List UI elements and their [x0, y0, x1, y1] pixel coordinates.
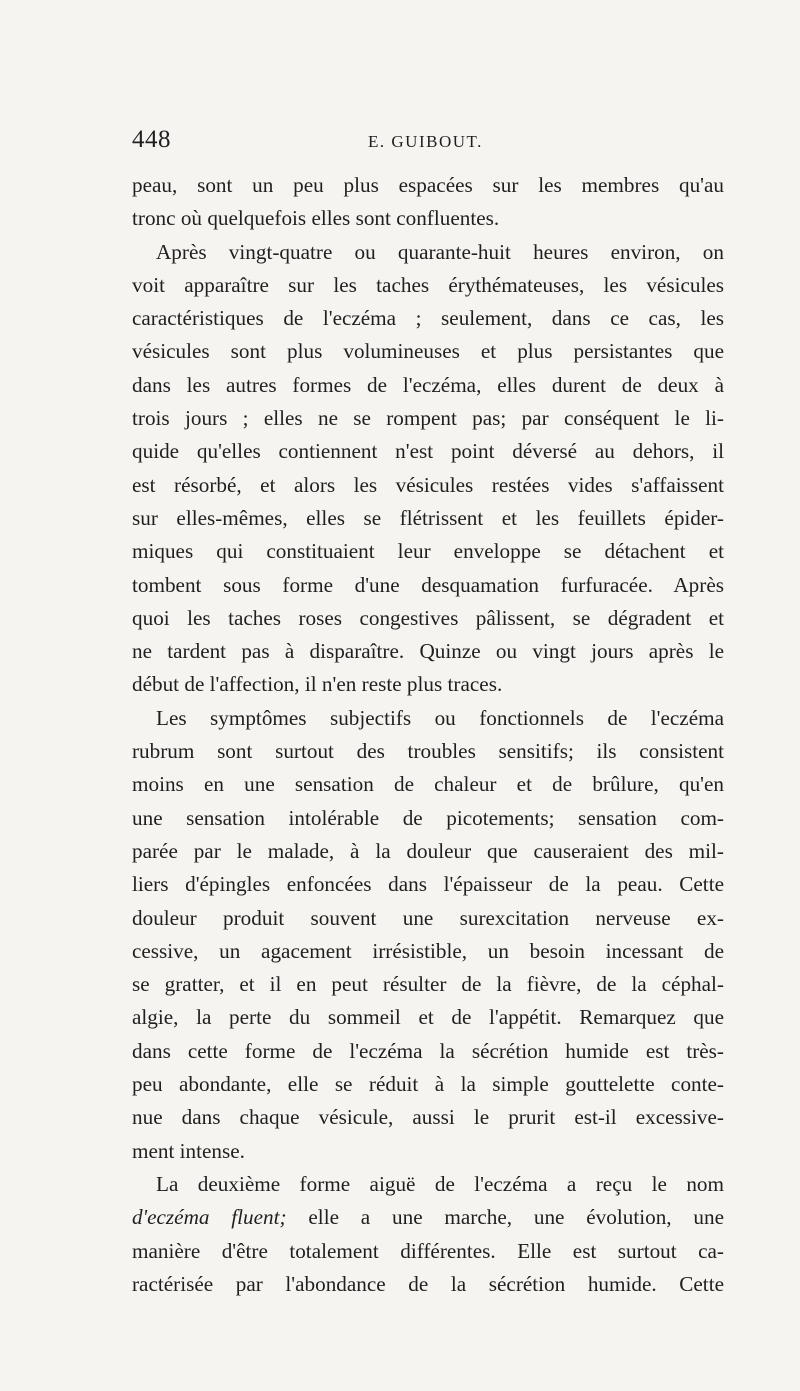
text-line: dans cette forme de l'eczéma la sécrétion humide est très-	[132, 1038, 724, 1063]
text-line: peu abondante, elle se réduit à la simple gouttelette conte-	[132, 1072, 724, 1097]
text-line: vésicules sont plus volumineuses et plus persistantes que	[132, 339, 724, 364]
text-line: trois jours ; elles ne se rompent pas; par conséquent le li-	[132, 406, 724, 431]
text-line: voit apparaître sur les taches érythémateuses, les vésicules	[132, 272, 724, 297]
text-line: Après vingt-quatre ou quarante-huit heures environ, on	[156, 239, 724, 264]
text-line: cessive, un agacement irrésistible, un besoin incessant de	[132, 938, 724, 963]
text-line: liers d'épingles enfoncées dans l'épaisseur de la peau. Cette	[132, 872, 724, 897]
text-line: caractéristiques de l'eczéma ; seulement, dans ce cas, les	[132, 306, 724, 331]
text-line: ne tardent pas à disparaître. Quinze ou vingt jours après le	[132, 639, 724, 664]
text-line: miques qui constituaient leur enveloppe se détachent et	[132, 539, 724, 564]
text-line: quide qu'elles contiennent n'est point déversé au dehors, il	[132, 439, 724, 464]
text-line: peau, sont un peu plus espacées sur les membres qu'au	[132, 173, 724, 197]
text-line: quoi les taches roses congestives pâlissent, se dégradent et	[132, 605, 724, 630]
text-line: tombent sous forme d'une desquamation furfuracée. Après	[132, 572, 724, 597]
text-line: manière d'être totalement différentes. Elle est surtout ca-	[132, 1238, 724, 1263]
text-line: parée par le malade, à la douleur que causeraient des mil-	[132, 838, 724, 863]
text-line: douleur produit souvent une surexcitation nerveuse ex-	[132, 905, 724, 930]
text-line: Les symptômes subjectifs ou fonctionnels de l'eczéma	[156, 705, 724, 730]
body-text	[132, 169, 724, 1301]
text-line: rubrum sont surtout des troubles sensitifs; ils consistent	[132, 739, 724, 764]
text-line: début de l'affection, il n'en reste plus traces.	[132, 672, 503, 697]
text-line: est résorbé, et alors les vésicules restées vides s'affaissent	[132, 472, 724, 497]
text-line: ment intense.	[132, 1138, 245, 1163]
text-line: nue dans chaque vésicule, aussi le prurit est-il excessive-	[132, 1105, 724, 1130]
text-line: se gratter, et il en peut résulter de la fièvre, de la céphal-	[132, 972, 724, 997]
text-line-with-italic	[132, 1201, 724, 1234]
text-line: tronc où quelquefois elles sont confluentes.	[132, 206, 500, 231]
italic-phrase: d'eczéma fluent;	[132, 1205, 287, 1230]
text-line: dans les autres formes de l'eczéma, elles durent de deux à	[132, 372, 724, 397]
running-head	[132, 126, 724, 156]
text-line: sur elles-mêmes, elles se flétrissent et les feuillets épider-	[132, 505, 724, 530]
text-line: moins en une sensation de chaleur et de brûlure, qu'en	[132, 772, 724, 797]
text-line-rest: elle a une marche, une évolution, une	[308, 1205, 724, 1230]
text-line: ractérisée par l'abondance de la sécrétion humide. Cette	[132, 1271, 724, 1296]
text-line: une sensation intolérable de picotements; sensation com-	[132, 805, 724, 830]
text-line: La deuxième forme aiguë de l'eczéma a reçu le nom	[156, 1171, 724, 1196]
text-line: algie, la perte du sommeil et de l'appétit. Remarquez que	[132, 1005, 724, 1030]
running-title: E. GUIBOUT.	[368, 132, 483, 151]
page-number: 448	[132, 126, 171, 153]
